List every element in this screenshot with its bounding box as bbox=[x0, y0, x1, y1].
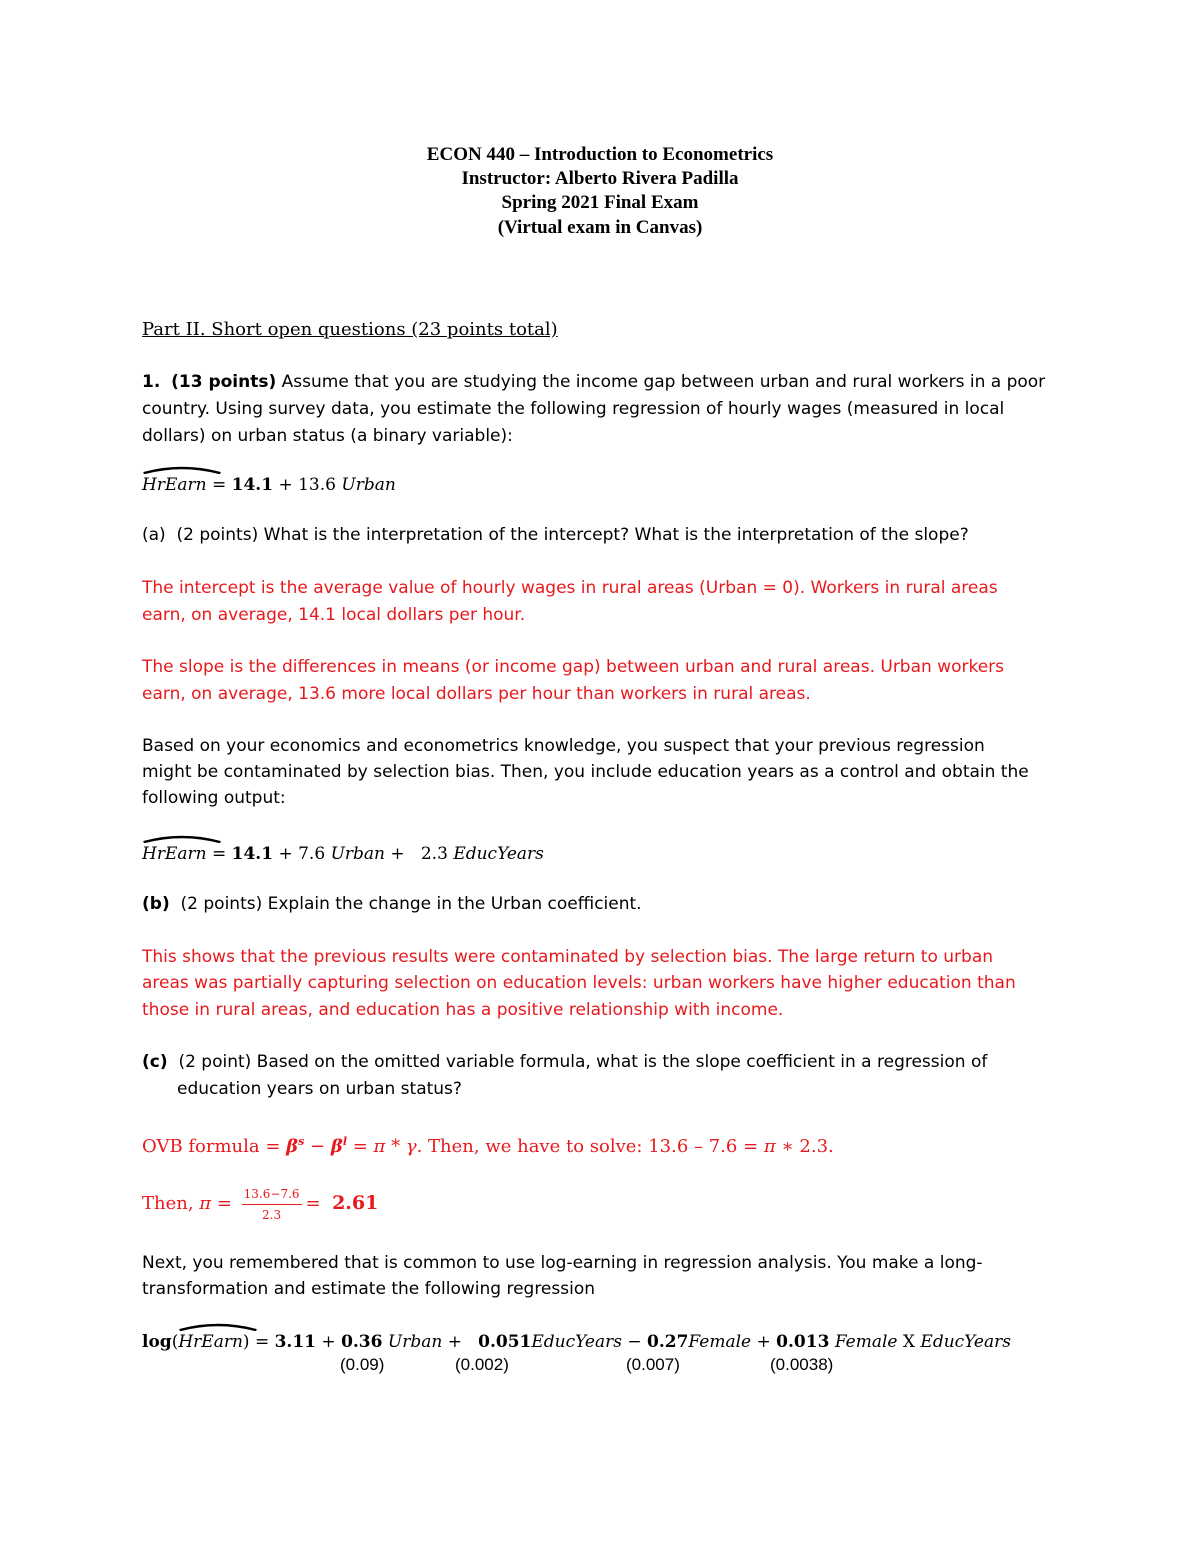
subquestion-b-label: (b) bbox=[142, 894, 170, 914]
answer-b-line-2: areas was partially capturing selection on education levels: urban workers have higher education than bbox=[142, 973, 1016, 993]
pi-symbol: π bbox=[763, 1136, 776, 1157]
question-points: (13 points) bbox=[171, 372, 277, 392]
subquestion-b-text: (2 points) Explain the change in the Urban coefficient. bbox=[180, 894, 642, 914]
ovb-end: ∗ 2.3. bbox=[775, 1136, 834, 1157]
instructor-line: Instructor: Alberto Rivera Padilla bbox=[461, 168, 739, 189]
answer-b-line-1: This shows that the previous results were contaminated by selection bias. The large return to urban bbox=[142, 947, 994, 967]
log-function: log bbox=[142, 1332, 172, 1352]
hat-accent-icon bbox=[178, 1323, 258, 1331]
subquestion-c-label: (c) bbox=[142, 1052, 168, 1072]
se-urban: (0.09) bbox=[340, 1355, 385, 1374]
urban-variable: Urban bbox=[387, 1332, 443, 1352]
context-line-2: might be contaminated by selection bias. Then, you include education years as a control and obtain the bbox=[142, 762, 1029, 782]
hrearn-hat-term: HrEarn bbox=[142, 475, 207, 495]
regression-equation-2 bbox=[142, 841, 544, 867]
answer-b-line-3: those in rural areas, and education has a positive relationship with income. bbox=[142, 1000, 784, 1020]
educ-coefficient: 2.3 bbox=[420, 844, 448, 864]
plus-sign: + bbox=[273, 844, 299, 864]
pi-solution-line: Then, π = $\frac{13.6-7.6}{2.3}$ = 2.61 bbox=[142, 1186, 379, 1222]
subquestion-a-label: (a) bbox=[142, 525, 166, 545]
intercept-value: 14.1 bbox=[231, 475, 274, 495]
then-word: Then, bbox=[142, 1193, 200, 1214]
equals-sign: = bbox=[206, 844, 232, 864]
ovb-tail: . Then, we have to solve: 13.6 – 7.6 = bbox=[416, 1136, 764, 1157]
fraction-denominator: 2.3 bbox=[262, 1207, 282, 1222]
exam-format-line: (Virtual exam in Canvas) bbox=[497, 217, 703, 238]
pi-result: 2.61 bbox=[332, 1192, 379, 1214]
regression-equation-1 bbox=[142, 472, 396, 498]
question-number: 1. bbox=[142, 372, 161, 392]
ovb-lead: OVB formula = bbox=[142, 1136, 287, 1157]
urban-coefficient: 7.6 bbox=[298, 844, 326, 864]
hrearn-hat-term: HrEarn bbox=[142, 844, 207, 864]
subquestion-a bbox=[142, 522, 969, 549]
slope-value: 13.6 bbox=[298, 475, 336, 495]
subquestion-c-text-line-1: (2 point) Based on the omitted variable formula, what is the slope coefficient in a regression of bbox=[178, 1052, 988, 1072]
fraction-numerator: 13.6−7.6 bbox=[242, 1187, 302, 1205]
answer-a-line-4: earn, on average, 13.6 more local dollars per hour than workers in rural areas. bbox=[142, 684, 811, 704]
part-title: Part II. Short open questions (23 points total) bbox=[142, 319, 558, 340]
urban-variable: Urban bbox=[341, 475, 396, 495]
plus-sign: + bbox=[273, 475, 299, 495]
female-coefficient: 0.27 bbox=[647, 1332, 689, 1352]
plus-sign: + bbox=[384, 844, 411, 864]
educyears-variable: EducYears bbox=[531, 1332, 622, 1352]
subquestion-c-text-line-2: education years on urban status? bbox=[177, 1079, 462, 1099]
question-text-line-2: country. Using survey data, you estimate the following regression of hourly wages (measured in local bbox=[142, 399, 1005, 419]
hat-accent-icon bbox=[142, 835, 222, 843]
gamma-symbol: γ bbox=[405, 1136, 417, 1157]
intercept-value: 14.1 bbox=[231, 844, 274, 864]
female-variable: Female bbox=[688, 1332, 752, 1352]
subquestion-b bbox=[142, 891, 642, 918]
question-1-intro bbox=[142, 369, 1045, 396]
se-female: (0.007) bbox=[626, 1355, 680, 1374]
se-interaction: (0.0038) bbox=[770, 1355, 834, 1374]
ovb-formula-line: OVB formula = $\beta^s - \beta^l = \pi * \gamma$. Then, we have to solve: 13.6 – 7.6 = π ∗ 2.3. bbox=[142, 1135, 834, 1157]
educ-coefficient: 0.051 bbox=[478, 1332, 532, 1352]
question-text-line-3: dollars) on urban status (a binary variable): bbox=[142, 426, 513, 446]
question-text-line-1: Assume that you are studying the income gap between urban and rural workers in a poor bbox=[276, 372, 1046, 392]
pi-symbol: π bbox=[373, 1136, 386, 1157]
regression-equation-3: log(HrEarn ) = 3.11 + 0.36 Urban + 0.051EducYears − 0.27Female + 0.013 Female X EducYears bbox=[142, 1329, 1011, 1355]
answer-a-line-2: earn, on average, 14.1 local dollars per hour. bbox=[142, 605, 526, 625]
pi-fraction bbox=[242, 1187, 302, 1222]
next-line-1: Next, you remembered that is common to use log-earning in regression analysis. You make a long- bbox=[142, 1253, 983, 1273]
educyears-variable: EducYears bbox=[920, 1332, 1011, 1352]
term-line: Spring 2021 Final Exam bbox=[501, 192, 699, 213]
educyears-variable: EducYears bbox=[453, 844, 544, 864]
intercept-value: 3.11 bbox=[274, 1332, 316, 1352]
female-variable: Female bbox=[834, 1332, 898, 1352]
pi-symbol: π bbox=[199, 1193, 212, 1214]
hrearn-hat-term: HrEarn bbox=[178, 1332, 243, 1352]
se-educ: (0.002) bbox=[455, 1355, 509, 1374]
hat-accent-icon bbox=[142, 466, 222, 474]
answer-a-line-3: The slope is the differences in means (or income gap) between urban and rural areas. Urban workers bbox=[142, 657, 1005, 677]
context-line-3: following output: bbox=[142, 788, 286, 808]
interaction-x: X bbox=[902, 1332, 916, 1352]
course-title: ECON 440 – Introduction to Econometrics bbox=[426, 144, 774, 165]
urban-variable: Urban bbox=[330, 844, 385, 864]
interaction-coefficient: 0.013 bbox=[776, 1332, 830, 1352]
next-line-2: transformation and estimate the following regression bbox=[142, 1279, 596, 1299]
urban-coefficient: 0.36 bbox=[341, 1332, 383, 1352]
context-line-1: Based on your economics and econometrics knowledge, you suspect that your previous regression bbox=[142, 736, 985, 756]
equals-sign: = bbox=[206, 475, 232, 495]
beta-s-symbol: $\beta^s$ bbox=[286, 1135, 305, 1157]
beta-l-symbol: $\beta^l$ bbox=[330, 1135, 347, 1157]
subquestion-a-text: (2 points) What is the interpretation of the intercept? What is the interpretation of the slope? bbox=[176, 525, 969, 545]
subquestion-c bbox=[142, 1049, 987, 1076]
answer-a-line-1: The intercept is the average value of hourly wages in rural areas (Urban = 0). Workers in rural areas bbox=[142, 578, 998, 598]
